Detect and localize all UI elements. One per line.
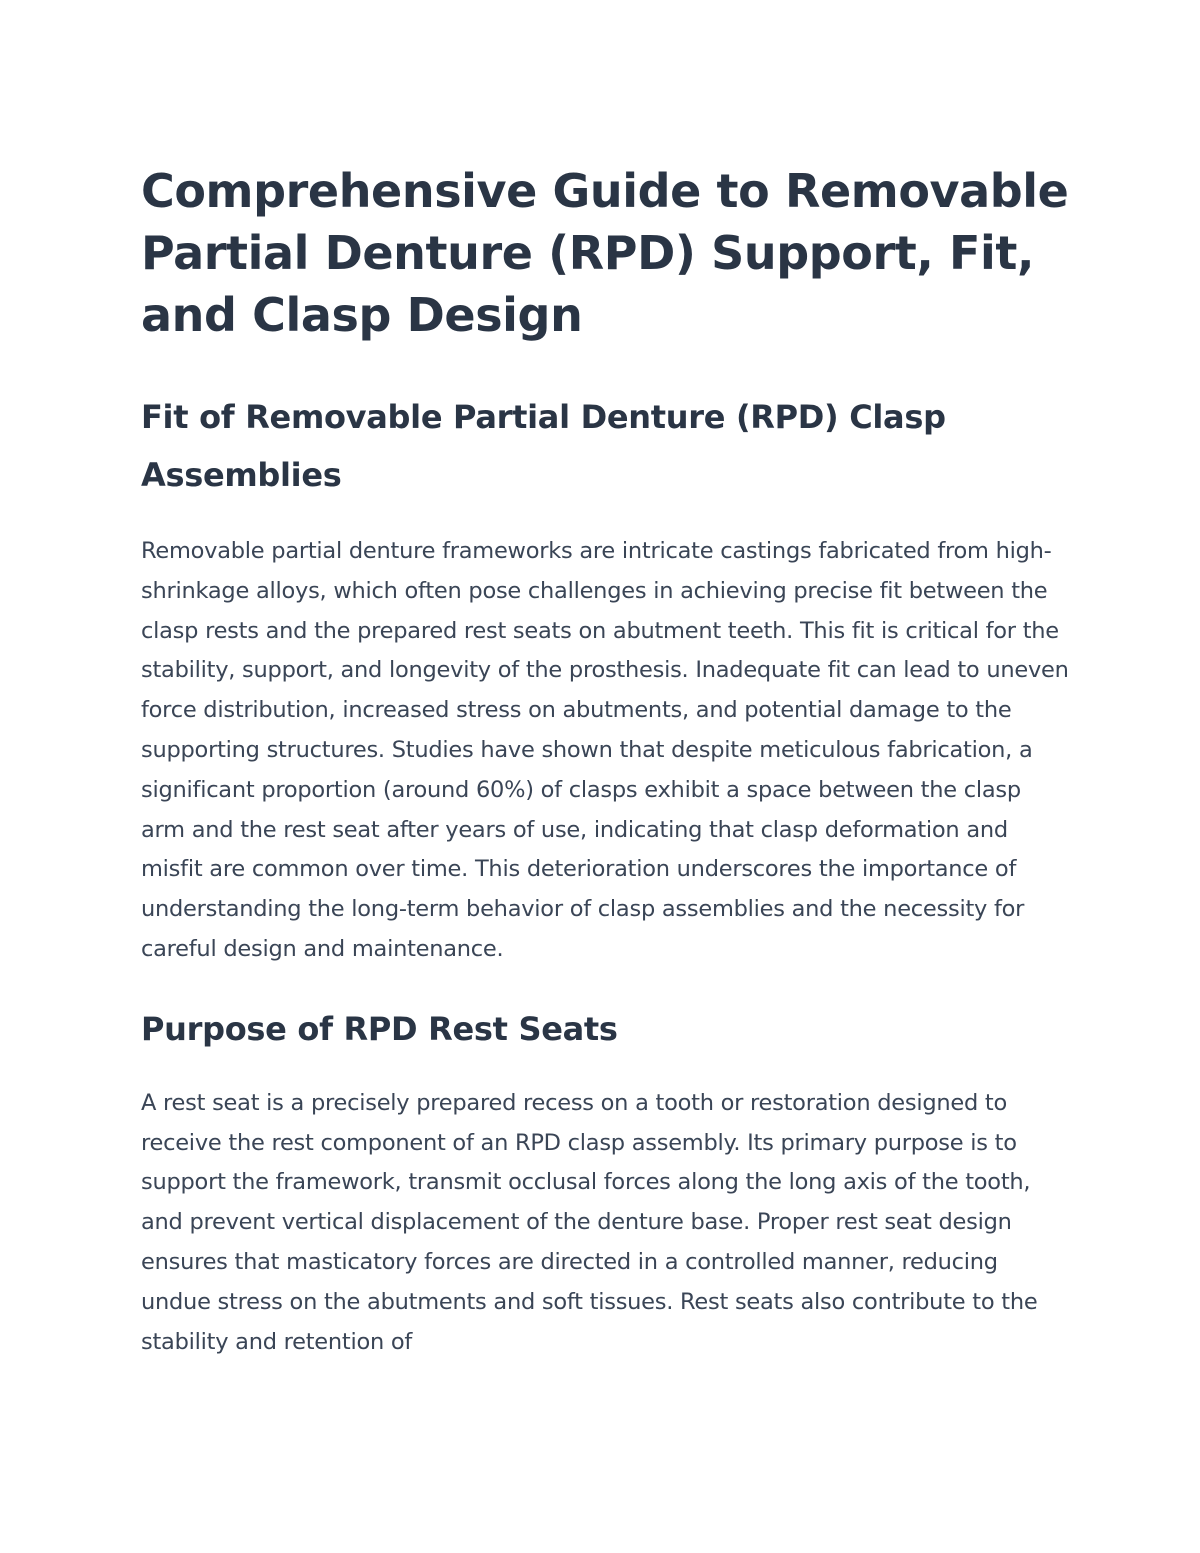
document-title: Comprehensive Guide to Removable Partial Denture (RPD) Support, Fit, and Clasp Design bbox=[141, 164, 1069, 342]
section-heading-rest-seats: Purpose of RPD Rest Seats bbox=[141, 1009, 618, 1048]
section-body-rest-seats: A rest seat is a precisely prepared recess on a tooth or restoration designed to receive the rest component of an RPD clasp assembly. Its primary purpose is to support the framework, transmit occlusal forces along the long axis of the tooth, and prevent vertical displacement of the denture base. Proper rest seat design ensures that masticatory forces are directed in a controlled manner, reducing undue stress on the abutments and soft tissues. Rest seats also contribute to the stability and retention of bbox=[141, 1089, 1038, 1355]
section-body-clasp-fit: Removable partial denture frameworks are intricate castings fabricated from high-shrinkage alloys, which often pose challenges in achieving precise fit between the clasp rests and the prepared rest seats on abutment teeth. This fit is critical for the stability, support, and longevity of the prosthesis. Inadequate fit can lead to uneven force distribution, increased stress on abutments, and potential damage to the supporting structures. Studies have shown that despite meticulous fabrication, a significant proportion (around 60%) of clasps exhibit a space between the clasp arm and the rest seat after years of use, indicating that clasp deformation and misfit are common over time. This deterioration underscores the importance of understanding the long-term behavior of clasp assemblies and the necessity for careful design and maintenance. bbox=[141, 538, 1069, 962]
document-page bbox=[141, 160, 1071, 1362]
section-heading-clasp-fit: Fit of Removable Partial Denture (RPD) Clasp Assemblies bbox=[141, 398, 946, 494]
